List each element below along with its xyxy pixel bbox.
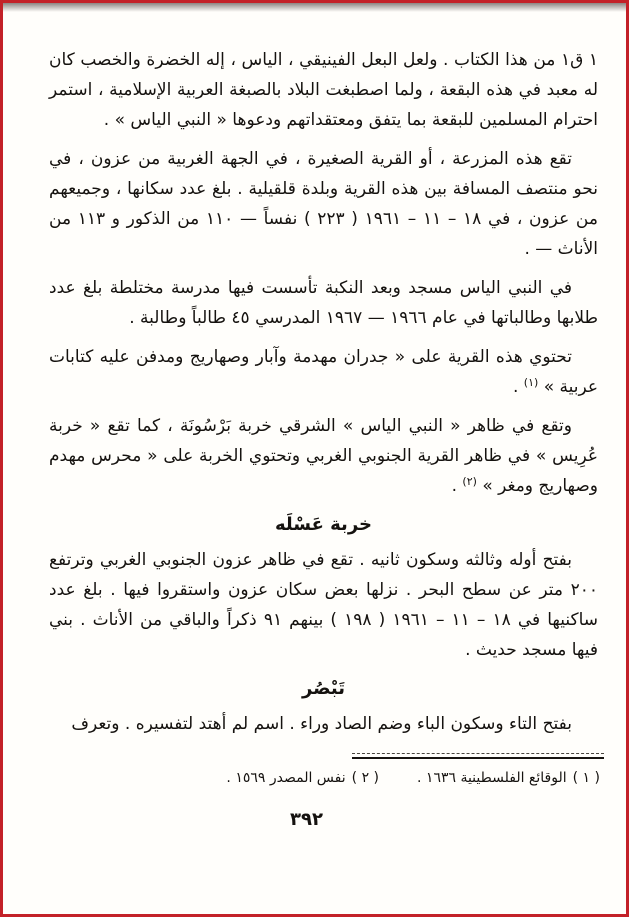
page-number: ٣٩٢: [290, 809, 323, 830]
section-heading-tabsur: تَبْصُر: [301, 678, 346, 699]
footnote-1-text: الوقائع الفلسطينية ١٦٣٦ .: [417, 770, 567, 786]
paragraph-ruins-text: تحتوي هذه القرية على « جدران مهدمة وآبار وصهاريج ومدفن عليه كتابات عربية »: [49, 347, 598, 397]
paragraph-khirbet-asleh: بفتح أوله وثالثه وسكون ثانيه . تقع في ظاهر عزون الجنوبي الغربي وترتفع ٢٠٠ متر عن سطح البحر . نزلها بعض سكان عزون واستقروا فيها . بلغ عدد ساكنيها في ١٨ – ١١ – ١٩٦١ ( ١٩٨ ) بينهم ٩١ ذكراً والباقي من الأناث . بني فيها مسجد حديث .: [49, 550, 598, 660]
paragraph-ruins-tail: .: [512, 377, 519, 397]
paragraph-tabsur: بفتح التاء وسكون الباء وضم الصاد وراء . اسم لم أهتد لتفسيره . وتعرف: [71, 714, 572, 734]
footnote-1-marker: ( ١ ): [572, 770, 600, 786]
footnote-2-text: نفس المصدر ١٥٦٩ .: [226, 770, 346, 786]
paragraph-nabi-ilyas-intro: ١ ق١ من هذا الكتاب . ولعل البعل الفينيقي ، الياس ، إله الخضرة والخصب كان له معبد في هذه البقعة ، ولما اصطبغت البلاد بالصبغة العربية الإسلامية ، استمر احترام المسلمين للبقعة بما يتفق ومعتقداتهم ودعوها « النبي الياس » .: [49, 50, 599, 130]
paragraph-mosque-school: في النبي الياس مسجد وبعد النكبة تأسست فيها مدرسة مختلطة بلغ عدد طلابها وطالباتها في عام ١٩٦٦ — ١٩٦٧ المدرسي ٤٥ طالباً وطالبة .: [49, 278, 598, 328]
footnote-2: [226, 766, 379, 790]
section-heading-khirbet-asleh: خربة عَسْلَه: [275, 514, 372, 535]
paragraph-nearby-khirbas-text: وتقع في ظاهر « النبي الياس » الشرقي خربة بَرْسُونَة ، كما تقع « خربة عُرِيس » في ظاهر القرية الجنوبي الغربي وتحتوي الخربة على « محرس مهدم وصهاريج ومغر »: [49, 416, 598, 496]
footnote-separator-rule: [352, 753, 604, 759]
paragraph-location-population: تقع هذه المزرعة ، أو القرية الصغيرة ، في الجهة الغربية من عزون ، في نحو منتصف المسافة بين هذه القرية وبلدة قلقيلية . بلغ عدد سكانها ، وجميعهم من عزون ، في ١٨ – ١١ – ١٩٦١ ( ٢٢٣ ) نفساً — ١١٠ من الذكور و ١١٣ من الأناث — .: [49, 149, 598, 259]
footnotes-row: [123, 766, 600, 790]
paragraph-nearby-khirbas-tail: .: [451, 476, 457, 496]
footnote-ref-1: (١): [523, 376, 539, 389]
footnote-1: [417, 766, 600, 790]
paragraph-ruins: [49, 342, 598, 402]
footnote-2-marker: ( ٢ ): [351, 770, 380, 786]
text-column: [49, 45, 598, 748]
paragraph-nearby-khirbas: [49, 411, 598, 501]
footnote-ref-2: (٢): [462, 475, 477, 488]
